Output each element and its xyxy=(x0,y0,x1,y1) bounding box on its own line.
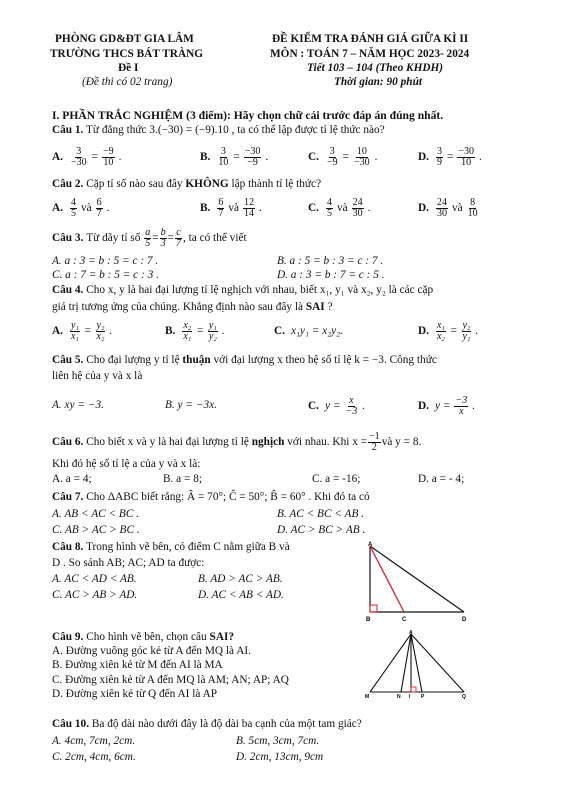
q9-label-p: P xyxy=(421,694,425,700)
q5-num: Câu 5. xyxy=(52,354,84,366)
q9-label-i: I xyxy=(409,694,411,700)
q4-keyword: SAI xyxy=(305,301,325,313)
q3-option-c: C. a : 7 = b : 5 = c : 3 . xyxy=(52,269,159,281)
q4-line2 xyxy=(52,301,333,314)
q2-post: lập thành tỉ lệ thức? xyxy=(231,178,322,190)
q5-option-c: C. y = $\frac{x}{-3}$ . xyxy=(308,394,366,417)
q6-num: Câu 6. xyxy=(52,436,84,448)
q3-option-a: A. a : 3 = b : 5 = c : 7 . xyxy=(52,255,159,267)
q8-right-angle-mark xyxy=(370,605,377,612)
q2-c-label: C. xyxy=(308,202,319,214)
q4-c-text: x₁y₁ = x₂y₂. xyxy=(290,325,343,337)
q2-pre: Cặp tỉ số nào sau đây xyxy=(86,178,183,190)
q2-c-frac1: $\frac{4}{5}$ xyxy=(326,196,332,219)
q2-d-frac1: $\frac{24}{30}$ xyxy=(436,196,447,219)
q6-option-a: A. a = 4; xyxy=(52,473,92,485)
q2-options xyxy=(52,196,512,220)
q4-a-frac1: $\frac{\text{y₁}}{\text{x₁}}$ xyxy=(70,319,79,342)
q10-stem xyxy=(52,718,362,731)
q8-label-c: C xyxy=(402,617,407,623)
q8-label-a: A xyxy=(368,542,373,548)
q5-text1b: với đại lượng x theo hệ số tỉ lệ k = −3. Công thức xyxy=(213,354,437,366)
q6-option-b: B. a = 8; xyxy=(163,473,203,485)
q4-b-frac1: $\frac{\text{x₂}}{\text{x₁}}$ xyxy=(183,319,192,342)
q8-text1: Trong hình vẽ bên, có điểm C nằm giữa B và xyxy=(86,541,290,553)
q9-label-q: Q xyxy=(462,694,466,700)
q9-label-m: M xyxy=(365,694,370,700)
q7-option-a: A. AB < AC < BC . xyxy=(52,508,140,520)
q4-c-label: C. xyxy=(274,325,285,337)
q1-option-a: A. $\frac{3}{-30}$ = $\frac{-9}{10}$ . xyxy=(52,145,122,168)
q4-option-d: D. $\frac{\text{x₁}}{\text{x₂}}$ = $\frac{\text{y₂}}{\text{y₁}}$ . xyxy=(418,319,479,342)
q6-text1a: Cho biết x và y là hai đại lượng tỉ lệ xyxy=(86,436,249,448)
q9-segment-ap xyxy=(411,634,422,692)
q5-option-d: D. y = $\frac{-3}{x}$ . xyxy=(418,394,476,417)
q2-a-label: A. xyxy=(52,202,63,214)
q8-num: Câu 8. xyxy=(52,541,84,553)
page-count: (Đề thi có 02 trang) xyxy=(82,76,173,88)
q4-num: Câu 4. xyxy=(52,284,84,296)
q8-segment-ad xyxy=(370,546,464,612)
q1-option-d: D. $\frac{3}{9}$ = $\frac{-30}{10}$ . xyxy=(418,145,482,168)
q4-b-frac2: $\frac{\text{y₁}}{\text{y₂}}$ xyxy=(208,319,217,342)
q4-options xyxy=(52,319,512,343)
q6-text1b: với nhau. Khi x = xyxy=(287,436,368,448)
q8-option-d: D. AC < AB < AD. xyxy=(198,589,284,601)
q7-num: Câu 7. xyxy=(52,491,84,503)
q1-d-frac2: $\frac{-30}{10}$ xyxy=(458,145,474,168)
q6-option-c: C. a = -16; xyxy=(312,473,361,485)
q3-stem: Câu 3. Từ dãy tỉ số $\frac{a}{5}$ = $\frac{b}{3}$ = $\frac{c}{7}$ , ta có thể viết xyxy=(52,226,247,249)
subject: MÔN : TOÁN 7 – NĂM HỌC 2023- 2024 xyxy=(270,48,470,60)
q2-keyword: KHÔNG xyxy=(185,178,229,190)
q2-c-and: và xyxy=(336,202,348,214)
q1-options xyxy=(52,145,512,169)
q2-stem xyxy=(52,178,321,191)
q4-end: ? xyxy=(327,301,333,313)
q2-b-frac2: $\frac{12}{14}$ xyxy=(244,196,255,219)
dept-name: PHÒNG GD&ĐT GIA LÂM xyxy=(55,33,194,45)
q5-line1 xyxy=(52,354,437,367)
q10-option-a: A. 4cm, 7cm, 2cm. xyxy=(52,735,136,747)
q9-option-c: C. Đường xiên kẻ từ A đến MQ là AM; AN; AP; AQ xyxy=(52,674,289,686)
q4-line1 xyxy=(52,284,433,297)
exam-title: ĐỀ KIỂM TRA ĐÁNH GIÁ GIỮA KÌ II xyxy=(272,33,469,45)
q7-option-b: B. AC < BC < AB . xyxy=(277,508,365,520)
q1-a-label: A. xyxy=(52,151,63,163)
q1-b-frac2: $\frac{-30}{-9}$ xyxy=(244,145,261,168)
q4-option-a: A. $\frac{\text{y₁}}{\text{x₁}}$ = $\frac{\text{y₂}}{\text{x₂}}$ . xyxy=(52,319,113,342)
q9-segment-aq xyxy=(411,634,464,692)
q2-option-c: C. $\frac{4}{5}$ và $\frac{24}{30}$ . xyxy=(308,196,371,219)
q1-text: Từ đẳng thức 3.(−30) = (−9).10 , ta có thể lập được tỉ lệ thức nào? xyxy=(86,124,385,136)
q5-option-b: B. y = −3x. xyxy=(165,399,217,411)
q10-text: Ba độ dài nào dưới đây là độ dài ba cạnh của một tam giác? xyxy=(91,718,362,730)
q8-figure xyxy=(362,540,474,624)
q2-a-frac2: $\frac{6}{7}$ xyxy=(96,196,102,219)
q2-d-frac2: $\frac{8}{10}$ xyxy=(467,196,478,219)
q2-option-a: A. $\frac{4}{5}$ và $\frac{6}{7}$ . xyxy=(52,196,110,219)
q2-a-and: và xyxy=(80,202,92,214)
q1-d-label: D. xyxy=(418,151,429,163)
q9-label-n: N xyxy=(397,694,401,700)
q5-line2: liên hệ của y và x là xyxy=(52,370,143,382)
q1-option-b: B. $\frac{3}{10}$ = $\frac{-30}{-9}$ . xyxy=(200,145,269,168)
q5-option-a: A. xy = −3. xyxy=(52,399,104,411)
q2-b-and: và xyxy=(228,202,240,214)
q8-label-d: D xyxy=(462,617,467,623)
q2-b-label: B. xyxy=(200,202,211,214)
q1-c-frac2: $\frac{10}{-30}$ xyxy=(354,145,370,168)
q8-line2: D . So sánh AB; AC; AD ta được: xyxy=(52,557,205,569)
q1-b-frac1: $\frac{3}{10}$ xyxy=(218,145,229,168)
q9-option-a: A. Đường vuông góc kẻ từ A đến MQ là AI. xyxy=(52,645,251,657)
q5-keyword: thuận xyxy=(182,354,211,366)
q8-option-c: C. AC > AB > AD. xyxy=(52,589,138,601)
q7-option-c: C. AB > AC > BC . xyxy=(52,524,140,536)
q1-a-frac2: $\frac{-9}{10}$ xyxy=(103,145,114,168)
q3-option-b: B. a : 5 = b : 3 = c : 7 . xyxy=(277,255,384,267)
q9-keyword: SAI? xyxy=(209,631,235,643)
q6-line1 xyxy=(52,430,421,454)
q4-b-label: B. xyxy=(165,325,176,337)
q10-option-b: B. 5cm, 3cm, 7cm. xyxy=(236,735,320,747)
q5-text1a: Cho đại lượng y tỉ lệ xyxy=(86,354,180,366)
q10-option-d: D. 2cm, 13cm, 9cm xyxy=(236,751,324,763)
q5-d-pre: y = xyxy=(434,400,451,412)
q5-options xyxy=(52,394,512,418)
q4-a-frac2: $\frac{\text{y₂}}{\text{x₂}}$ xyxy=(96,319,105,342)
q4-d-label: D. xyxy=(418,325,429,337)
q10-num: Câu 10. xyxy=(52,718,90,730)
q4-text1: Cho x, y là hai đại lượng tỉ lệ nghịch với nhau, biết x₁, y₁ và x₂, y₂ là các cặp xyxy=(86,284,434,296)
q1-d-frac1: $\frac{3}{9}$ xyxy=(436,145,442,168)
q6-frac: $\frac{-1}{2}$ xyxy=(369,430,380,453)
q4-text2: giá trị tương ứng của chúng. Khẳng định nào sau đây là xyxy=(52,301,304,313)
q2-option-d xyxy=(418,198,480,219)
q9-right-angle-mark xyxy=(411,687,416,692)
q7-stem xyxy=(52,491,370,504)
q1-a-frac1: $\frac{3}{-30}$ xyxy=(70,145,87,168)
q9-option-d: D. Đường xiên kẻ từ Q đến AI là AP xyxy=(52,688,218,700)
q2-num: Câu 2. xyxy=(52,178,84,190)
q1-option-c: C. $\frac{3}{-9}$ = $\frac{10}{-30}$ . xyxy=(308,145,378,168)
q9-option-b: B. Đường xiên kẻ từ M đến AI là MA xyxy=(52,659,223,671)
q3-frac-b: $\frac{b}{3}$ xyxy=(160,226,166,249)
q8-option-a: A. AC < AD < AB. xyxy=(52,573,137,585)
q3-num: Câu 3. xyxy=(52,232,84,244)
q6-option-d: D. a = - 4; xyxy=(418,473,465,485)
q9-label-a: A xyxy=(409,630,413,636)
q9-segment-an xyxy=(401,634,411,692)
q1-c-frac1: $\frac{3}{-9}$ xyxy=(326,145,338,168)
q3-frac-a: $\frac{a}{5}$ xyxy=(145,226,151,249)
q2-d-label: D. xyxy=(418,202,429,214)
q1-b-label: B. xyxy=(200,151,211,163)
q6-text1c: và y = 8. xyxy=(381,436,422,448)
q2-a-frac1: $\frac{4}{5}$ xyxy=(70,196,76,219)
q2-d-and: và xyxy=(451,202,463,214)
q1-num: Câu 1. xyxy=(52,124,84,136)
q7-text: Cho ΔABC biết rằng: Â = 70°; Ĉ = 50°; B̂ = 60° . Khi đó ta có xyxy=(86,491,370,503)
q5-d-frac: $\frac{-3}{x}$ xyxy=(455,394,468,417)
q4-option-b: B. $\frac{\text{x₂}}{\text{x₁}}$ = $\frac{\text{y₁}}{\text{y₂}}$ . xyxy=(165,319,225,342)
school-name: TRƯỜNG THCS BÁT TRÀNG xyxy=(50,48,204,60)
q8-line1 xyxy=(52,541,290,554)
q4-a-label: A. xyxy=(52,325,63,337)
q4-option-c xyxy=(274,325,343,337)
q6-keyword: nghịch xyxy=(251,436,285,448)
period: Tiết 103 – 104 (Theo KHDH) xyxy=(307,62,444,74)
q3-post: , ta có thể viết xyxy=(182,232,247,244)
q4-d-frac2: $\frac{\text{y₂}}{\text{y₁}}$ xyxy=(462,319,471,342)
q2-c-frac2: $\frac{24}{30}$ xyxy=(352,196,363,219)
q6-line2: Khi đó hệ số tỉ lệ a của y và x là: xyxy=(52,458,201,470)
q5-c-pre: y = xyxy=(324,400,341,412)
q5-c-frac: $\frac{x}{-3}$ xyxy=(345,394,358,417)
q10-option-c: C. 2cm, 4cm, 6cm. xyxy=(52,751,136,763)
q5-d-label: D. xyxy=(418,400,429,412)
section-1-title: I. PHẦN TRẮC NGHIỆM (3 điểm): Hãy chọn chữ cái trước đáp án đúng nhất. xyxy=(52,109,444,122)
q8-option-b: B. AD > AC > AB. xyxy=(198,573,283,585)
q8-label-b: B xyxy=(366,617,371,623)
q7-option-d: D. AC > BC > AB . xyxy=(277,524,366,536)
q8-segment-ac xyxy=(370,546,404,612)
exam-code: Đề I xyxy=(118,62,139,74)
q3-pre: Từ dãy tỉ số xyxy=(86,232,141,244)
q9-text: Cho hình vẽ bên, chọn câu xyxy=(86,631,207,643)
q3-option-d: D. a : 3 = b : 7 = c : 5 . xyxy=(277,269,385,281)
q9-figure xyxy=(364,630,470,700)
q9-stem xyxy=(52,631,234,644)
q5-c-label: C. xyxy=(308,400,319,412)
q2-b-frac1: $\frac{6}{7}$ xyxy=(218,196,224,219)
q3-frac-c: $\frac{c}{7}$ xyxy=(175,226,181,249)
q9-num: Câu 9. xyxy=(52,631,84,643)
q1-stem xyxy=(52,124,385,137)
q4-d-frac1: $\frac{\text{x₁}}{\text{x₂}}$ xyxy=(436,319,445,342)
q1-c-label: C. xyxy=(308,151,319,163)
exam-time: Thời gian: 90 phút xyxy=(334,76,422,88)
q2-option-b: B. $\frac{6}{7}$ và $\frac{12}{14}$ . xyxy=(200,196,262,219)
q9-segment-am xyxy=(370,634,411,692)
